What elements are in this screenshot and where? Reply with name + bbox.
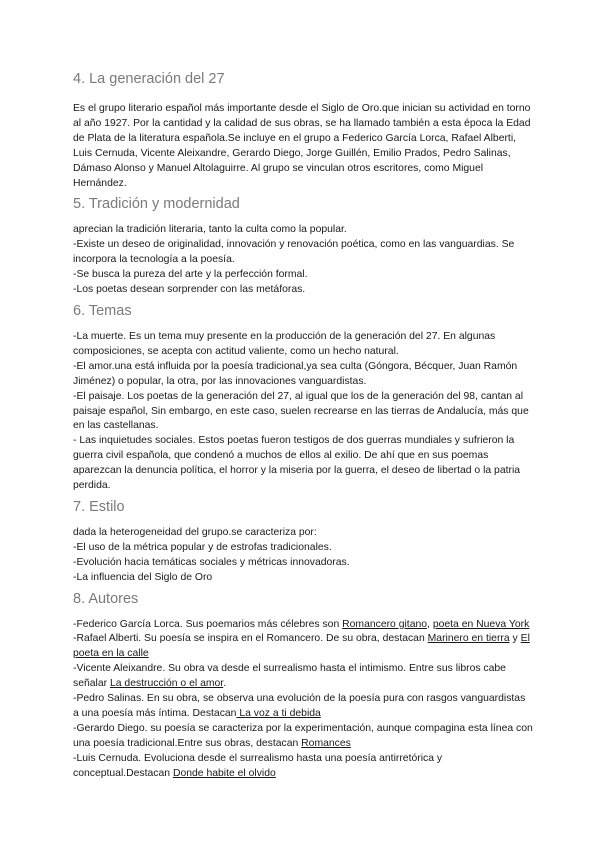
paragraph-tradicion-1: aprecian la tradición literaria, tanto la culta como la popular. [73,224,347,236]
paragraph-temas-amor: -El amor.una está influida por la poesía tradicional,ya sea culta (Góngora, Bécquer, Juan Ramón Jiménez) o popular, la otra, por las innovaciones vanguardistas. [73,360,518,387]
autor-alberti: -Rafael Alberti. Su poesía se inspira en el Romancero. De su obra, destacan Marinero en tierra y El poeta en la calle [73,633,530,660]
paragraph-tradicion-2: -Existe un deseo de originalidad, innovación y renovación poética, como en las vanguardias. Se incorpora la tecnología a la poesía. [73,239,515,266]
paragraph-temas-paisaje: -El paisaje. Los poetas de la generación del 27, al igual que los de la generación del 98, cantan al paisaje español, Sin embargo, en este caso, suelen recrearse en las tierras de Andalucía, más que en las castellanas. [73,390,529,432]
link-romancero-gitano[interactable]: Romancero gitano [342,618,428,630]
paragraph-estilo-2: -El uso de la métrica popular y de estrofas tradicionales. [73,541,332,553]
link-la-voz-a-ti-debida[interactable]: La voz a ti debida [236,708,321,719]
paragraph-temas-inquietudes: - Las inquietudes sociales. Estos poetas fueron testigos de dos guerras mundiales y sufrieron la guerra civil española, que condenó a muchos de ellos al exilio. De ahí que en sus poemas aparezcan la denuncia política, el horror y la miseria por la guerra, el deseo de libertad o la patria perdida. [73,435,521,492]
section-heading-tradicion: 5. Tradición y modernidad [73,196,240,213]
document-content [73,70,533,782]
autor-cernuda: -Luis Cernuda. Evoluciona desde el surrealismo hasta una poesía antirretórica y conceptual.Destacan Donde habite el olvido [73,752,443,779]
paragraph-estilo-4: -La influencia del Siglo de Oro [73,571,213,583]
paragraph-tradicion-4: -Los poetas desean sorprender con las metáforas. [73,284,306,296]
paragraph-tradicion-3: -Se busca la pureza del arte y la perfección formal. [73,269,308,281]
link-marinero-en-tierra[interactable]: Marinero en tierra [427,633,510,645]
paragraph-generacion: Es el grupo literario español más importante desde el Siglo de Oro.que inician su actividad en torno al año 1927. Por la cantidad y la calidad de sus obras, se ha llamado también a esta época la Edad de Plata de la literatura española.Se incluye en el grupo a Federico García Lorca, Rafael Alberti, Luis Cernuda, Vicente Aleixandre, Gerardo Diego, Jorge Guillén, Emilio Prados, Pedro Salinas, Dámaso Alonso y Manuel Altolaguirre. Al grupo se vinculan otros escritores, como Miguel Hernández. [73,103,531,189]
section-heading-autores: 8. Autores [73,590,139,607]
section-heading-estilo: 7. Estilo [73,498,125,515]
paragraph-estilo-3: -Evolución hacia temáticas sociales y métricas innovadoras. [73,556,350,568]
paragraph-temas-muerte: -La muerte. Es un tema muy presente en la producción de la generación del 27. En algunas composiciones, se acepta con actitud valiente, como un hecho natural. [73,330,496,357]
section-heading-temas: 6. Temas [73,302,132,319]
link-donde-habite-el-olvido[interactable]: Donde habite el olvido [172,767,276,779]
autor-salinas: -Pedro Salinas. En su obra, se observa una evolución de la poesía pura con rasgos vanguardistas a una poesía más íntima. Destacan La voz a ti debida [73,693,526,719]
paragraph-estilo-1: dada la heterogeneidad del grupo.se caracteriza por: [73,526,317,538]
link-romances[interactable]: Romances [301,737,351,749]
autor-diego: -Gerardo Diego. su poesía se caracteriza por la experimentación, aunque compagina esta línea con una poesía tradicional.Entre sus obras, destacan Romances [73,722,533,749]
section-heading-generacion: 4. La generación del 27 [73,71,225,87]
link-la-destruccion-o-el-amor[interactable]: La destrucción o el amor [109,678,224,690]
link-el-poeta-en-la-calle[interactable]: El poeta en la calle [73,633,530,660]
link-poeta-en-nueva-york[interactable]: poeta en Nueva York [432,618,530,630]
autor-lorca: -Federico García Lorca. Sus poemarios más célebres son Romancero gitano, poeta en Nueva York [73,618,530,630]
autor-aleixandre: -Vicente Aleixandre. Su obra va desde el surrealismo hasta el intimismo. Entre sus libros cabe señalar La destrucción o el amor. [73,663,506,690]
